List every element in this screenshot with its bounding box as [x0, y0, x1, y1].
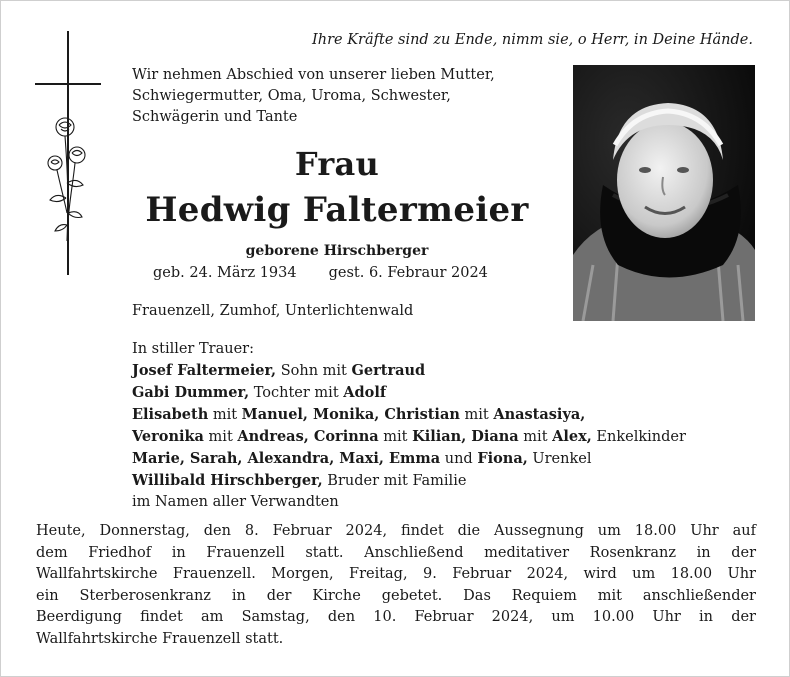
mourner-name: Gertraud [351, 362, 426, 379]
rose-icon [45, 113, 95, 253]
intro-line: Schwiegermutter, Oma, Uroma, Schwester, [132, 88, 451, 104]
death-date: gest. 6. Febraur 2024 [328, 265, 488, 281]
motto: Ihre Kräfte sind zu Ende, nimm sie, o Herr, in Deine Hände. [312, 32, 753, 48]
places: Frauenzell, Zumhof, Unterlichtenwald [132, 303, 414, 319]
mourner-name: Gabi Dummer, [132, 384, 250, 401]
intro-line: Wir nehmen Abschied von unserer lieben Mutter, [132, 67, 495, 83]
mourner-line [132, 470, 686, 492]
mourner-line [132, 426, 686, 448]
mourner-name: Willibald Hirschberger, [132, 472, 323, 489]
intro-text [132, 65, 495, 128]
life-dates [153, 265, 488, 281]
salutation: Frau [294, 145, 380, 183]
mourners-list [132, 339, 686, 513]
mourner-relation: im Namen aller Verwandten [132, 494, 339, 510]
mourner-name: Veronika [132, 428, 204, 445]
mourner-relation: mit [208, 407, 242, 423]
birth-date: geb. 24. März 1934 [153, 265, 297, 281]
mourner-name: Adolf [343, 384, 387, 401]
mourner-line [132, 404, 686, 426]
mourner-relation: mit [518, 429, 553, 445]
funeral-notice [36, 521, 756, 650]
mourner-line [132, 448, 686, 470]
mourner-name: Kilian, Diana [412, 428, 519, 445]
mourners-heading: In stiller Trauer: [132, 341, 254, 357]
mourner-relation: Tochter mit [249, 385, 344, 401]
cross-bar [35, 83, 101, 85]
mourner-relation: und [440, 451, 478, 467]
notice-line: Beerdigung findet am Samstag, den 10. Februar 2024, um 10.00 Uhr in der [36, 609, 756, 625]
mourner-name: Anastasiya, [493, 406, 586, 423]
notice-line: dem Friedhof in Frauenzell statt. Anschließend meditativer Rosenkranz in der [36, 544, 756, 561]
mourner-name: Alex, [552, 428, 592, 445]
intro-line: Schwägerin und Tante [132, 109, 298, 125]
mourner-relation: Enkelkinder [591, 429, 686, 445]
mourner-name: Andreas, Corinna [237, 428, 379, 445]
maiden-name: geborene Hirschberger [245, 243, 429, 259]
mourner-name: Manuel, Monika, Christian [241, 406, 460, 423]
portrait-photo [573, 65, 755, 321]
notice-line: Heute, Donnerstag, den 8. Februar 2024, findet die Aussegnung um 18.00 Uhr auf [36, 523, 756, 539]
notice-line: Wallfahrtskirche Frauenzell. Morgen, Freitag, 9. Februar 2024, wird um 18.00 Uhr [36, 566, 756, 582]
mourner-name: Marie, Sarah, Alexandra, Maxi, Emma [132, 450, 441, 467]
mourner-relation: mit [459, 407, 494, 423]
mourner-name: Josef Faltermeier, [132, 362, 277, 379]
mourner-line [132, 360, 686, 382]
mourner-relation: Bruder mit Familie [322, 473, 467, 489]
deceased-name: Hedwig Faltermeier [145, 190, 529, 230]
mourner-lines [132, 360, 686, 513]
mourner-relation: Urenkel [527, 451, 592, 467]
mourner-name: Fiona, [477, 450, 528, 467]
mourner-relation: mit [203, 429, 238, 445]
cross-with-roses [29, 31, 109, 281]
mourner-line [132, 382, 686, 404]
mourner-relation: mit [378, 429, 413, 445]
mourner-line [132, 492, 686, 513]
notice-line: Wallfahrtskirche Frauenzell statt. [36, 630, 284, 647]
mourner-name: Elisabeth [132, 406, 209, 423]
notice-line: ein Sterberosenkranz in der Kirche gebetet. Das Requiem mit anschließender [36, 587, 756, 604]
mourner-relation: Sohn mit [276, 363, 352, 379]
